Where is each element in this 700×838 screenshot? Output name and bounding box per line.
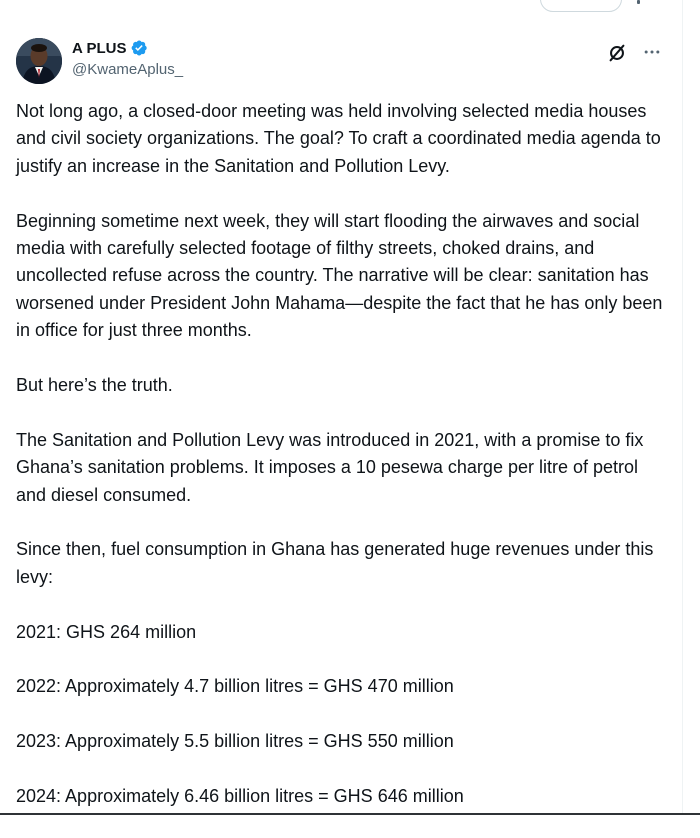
revenue-line-2022: 2022: Approximately 4.7 billion litres = GHS 470 million xyxy=(16,676,454,697)
verified-badge-icon[interactable] xyxy=(130,39,148,57)
revenue-line-2024: 2024: Approximately 6.46 billion litres = GHS 646 million xyxy=(16,786,464,807)
grok-icon[interactable] xyxy=(606,42,628,64)
avatar[interactable] xyxy=(16,38,62,84)
tweet-text xyxy=(16,98,666,838)
author-info xyxy=(72,38,183,78)
display-name[interactable]: A PLUS xyxy=(72,39,127,57)
tweet-paragraph: Beginning sometime next week, they will start flooding the airwaves and social media with carefully selected footage of filthy streets, choked drains, and uncollected refuse across the country. The narrative will be clear: sanitation has worsened under President John Mahama—despite the fact that he has only been in office for just three months. xyxy=(16,210,663,341)
revenue-line-2021: 2021: GHS 264 million xyxy=(16,621,197,642)
tweet-paragraph: But here’s the truth. xyxy=(16,375,173,396)
more-options-icon[interactable] xyxy=(642,42,662,62)
avatar-photo-icon xyxy=(16,38,62,84)
top-icon-fragment xyxy=(637,0,640,4)
tweet-header xyxy=(16,36,666,86)
column-divider xyxy=(682,0,683,815)
tweet-paragraph: Not long ago, a closed-door meeting was held involving selected media houses and civil society organizations. The goal? To craft a coordinated media agenda to justify an increase in the Sanitation and Pollution Levy. xyxy=(16,101,661,176)
top-pill-button[interactable] xyxy=(540,0,622,12)
revenue-line-2023: 2023: Approximately 5.5 billion litres = GHS 550 million xyxy=(16,731,454,752)
handle[interactable]: @KwameAplus_ xyxy=(72,61,184,78)
tweet-paragraph: The Sanitation and Pollution Levy was introduced in 2021, with a promise to fix Ghana’s sanitation problems. It imposes a 10 pesewa charge per litre of petrol and diesel consumed. xyxy=(16,429,644,505)
tweet-paragraph: Since then, fuel consumption in Ghana has generated huge revenues under this levy: xyxy=(16,539,654,587)
